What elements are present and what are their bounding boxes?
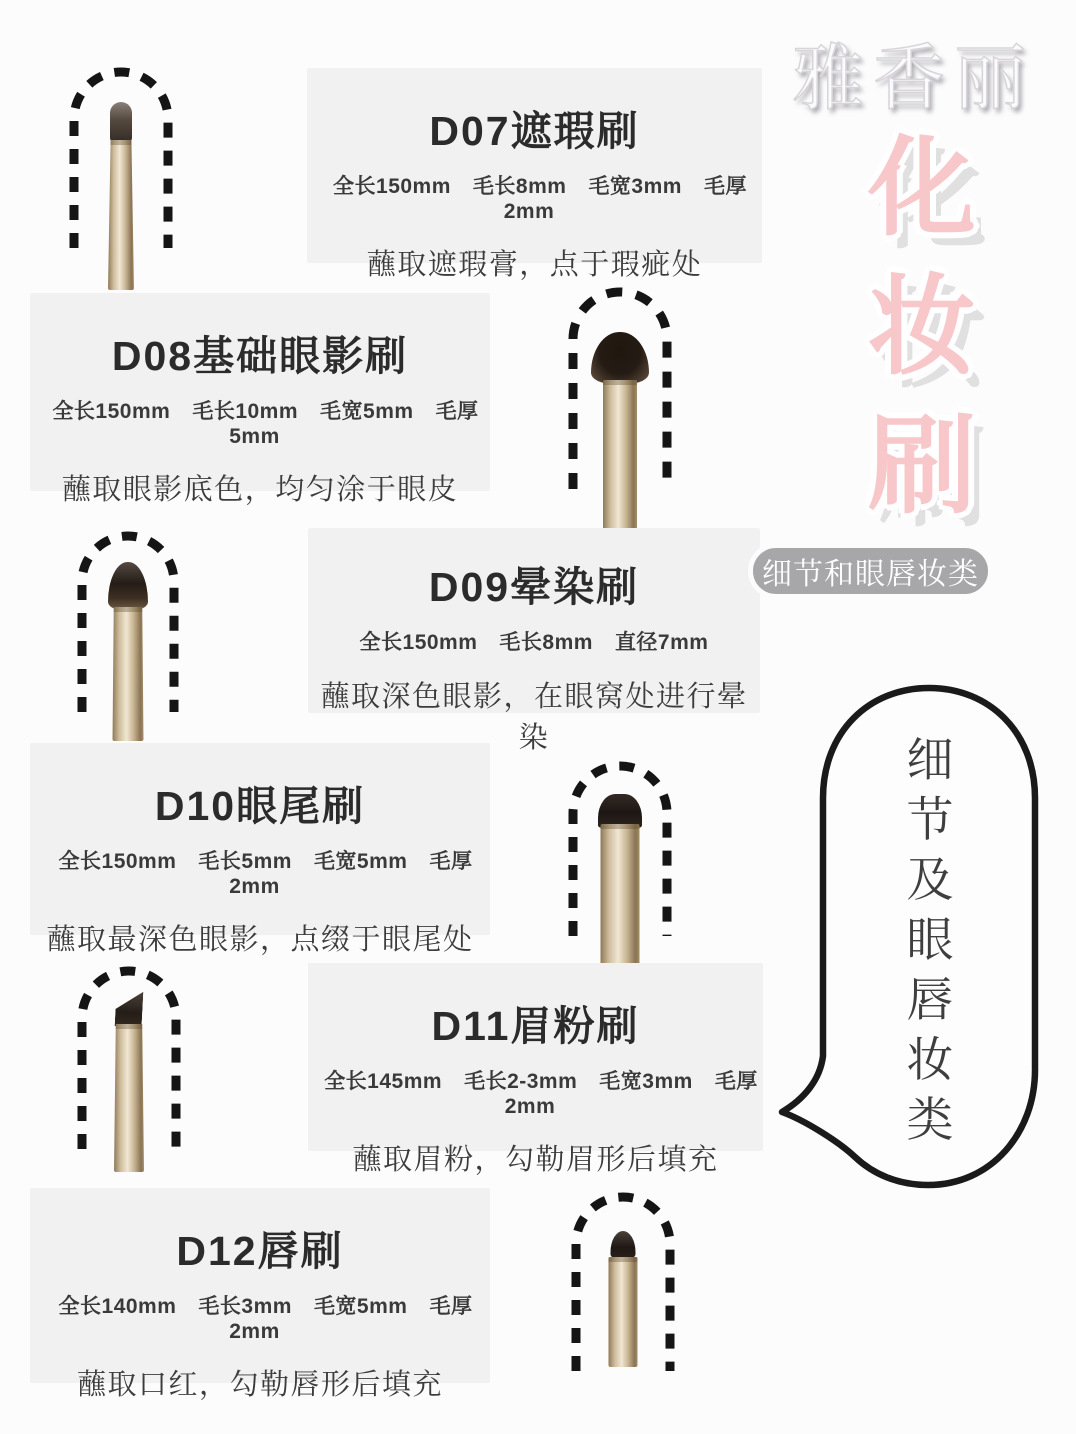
spec-hair-length: 毛长8mm	[499, 631, 593, 654]
spec-total-length: 全长150mm	[333, 175, 451, 198]
bubble-char: 唇	[906, 973, 954, 1026]
spec-hair-width: 毛宽5mm	[313, 850, 408, 873]
product-specs	[30, 845, 490, 899]
speech-bubble	[770, 680, 1050, 1195]
spec-hair-length: 毛长10mm	[192, 400, 299, 423]
brush-photo-d11	[76, 965, 182, 1171]
bubble-char: 细	[906, 733, 954, 786]
product-usage: 蘸取深色眼影，在眼窝处进行晕染	[320, 681, 748, 754]
spec-hair-length: 毛长5mm	[198, 850, 292, 873]
product-title: D12唇刷	[176, 1228, 344, 1274]
product-title: D09晕染刷	[428, 564, 640, 610]
brush-ferrule	[108, 140, 134, 290]
spec-total-length: 全长140mm	[58, 1295, 177, 1318]
spec-total-length: 全长150mm	[359, 631, 478, 654]
brush-photo-d08	[567, 286, 673, 532]
product-card-d08	[30, 293, 490, 506]
vertical-title-char: 妆	[867, 266, 976, 387]
spec-hair-thickness: 毛厚5mm	[229, 400, 479, 448]
spec-hair-length: 毛长3mm	[198, 1295, 292, 1318]
product-card-d10	[30, 743, 490, 956]
spec-diameter: 直径7mm	[614, 631, 709, 654]
brush-bristles	[598, 794, 642, 828]
bubble-char: 类	[906, 1093, 954, 1146]
product-card-d07	[307, 68, 762, 281]
vertical-title-char: 化	[867, 127, 976, 248]
product-title: D08基础眼影刷	[111, 333, 409, 379]
product-specs	[30, 1290, 490, 1344]
brush-ferrule	[113, 607, 144, 741]
spec-hair-width: 毛宽5mm	[320, 400, 414, 423]
spec-hair-thickness: 毛厚2mm	[229, 1295, 473, 1343]
brush-ferrule	[603, 380, 637, 530]
brush-bristles	[110, 102, 132, 142]
spec-total-length: 全长150mm	[52, 400, 171, 423]
brand-watermark: 雅香丽	[792, 39, 1036, 119]
spec-hair-width: 毛宽3mm	[588, 175, 682, 198]
bubble-char: 节	[906, 793, 954, 846]
category-badge: 细节和眼唇妆类	[748, 543, 993, 599]
product-specs	[308, 1065, 763, 1119]
product-title: D11眉粉刷	[431, 1003, 640, 1049]
product-title: D07遮瑕刷	[429, 108, 640, 154]
spec-hair-thickness: 毛厚2mm	[504, 1070, 758, 1118]
bubble-char: 及	[906, 853, 954, 906]
spec-total-length: 全长145mm	[324, 1070, 443, 1093]
product-specs	[30, 395, 490, 449]
product-usage: 蘸取遮瑕膏，点于瑕疵处	[366, 249, 703, 281]
product-usage: 蘸取眉粉，勾勒眉形后填充	[352, 1144, 719, 1176]
spec-hair-width: 毛宽5mm	[313, 1295, 408, 1318]
vertical-title	[856, 118, 988, 535]
brush-ferrule	[609, 1257, 638, 1367]
product-card-d09	[308, 528, 760, 754]
product-specs	[307, 170, 762, 224]
spec-hair-length: 毛长8mm	[472, 175, 567, 198]
brush-photo-d09	[76, 530, 180, 742]
brush-ferrule	[114, 1024, 144, 1172]
spec-hair-thickness: 毛厚2mm	[229, 850, 473, 898]
spec-total-length: 全长150mm	[58, 850, 177, 873]
brush-photo-d10	[567, 760, 673, 966]
spec-hair-width: 毛宽3mm	[599, 1070, 693, 1093]
product-usage: 蘸取眼影底色，均匀涂于眼皮	[61, 474, 459, 506]
product-usage: 蘸取口红，勾勒唇形后填充	[76, 1369, 443, 1401]
product-title: D10眼尾刷	[154, 783, 366, 829]
speech-bubble-text	[896, 730, 964, 1150]
brush-ferrule	[601, 824, 640, 966]
brush-photo-d12	[570, 1191, 676, 1377]
spec-hair-thickness: 毛厚2mm	[503, 175, 747, 223]
product-card-d11	[308, 963, 763, 1176]
brush-photo-d07	[68, 66, 174, 290]
bubble-char: 妆	[906, 1033, 954, 1086]
product-usage: 蘸取最深色眼影，点缀于眼尾处	[46, 924, 474, 956]
spec-hair-length: 毛长2-3mm	[464, 1070, 578, 1093]
bubble-char: 眼	[906, 913, 954, 966]
vertical-title-char: 刷	[867, 405, 976, 526]
product-card-d12	[30, 1188, 490, 1401]
product-specs	[308, 626, 760, 656]
